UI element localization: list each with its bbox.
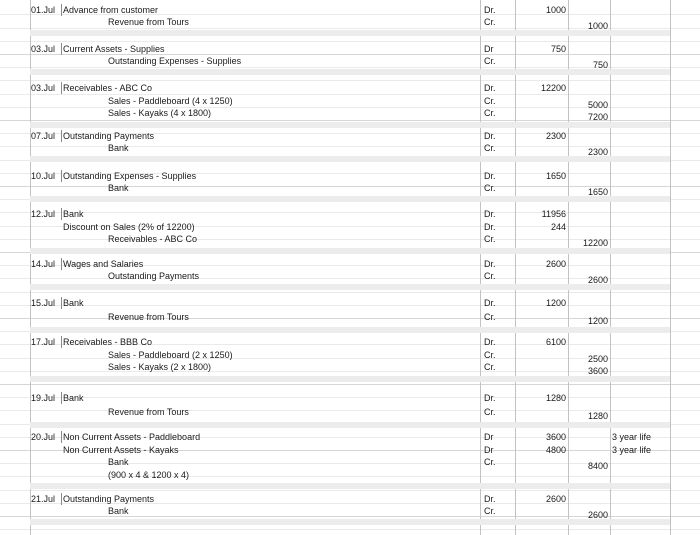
debit-amount: [520, 233, 566, 245]
entry-date: 19.Jul: [31, 392, 62, 404]
debit-amount: 11956: [541, 209, 566, 219]
credit-amount: 12200: [582, 238, 608, 248]
grid-column-line: [670, 0, 671, 535]
debit-amount: [520, 361, 566, 373]
debit-amount: [520, 107, 566, 119]
entry-date: 20.Jul: [31, 431, 62, 443]
credit-amount: 1650: [587, 187, 608, 197]
account-name: Outstanding Payments: [108, 271, 200, 281]
account-name: Revenue from Tours: [108, 407, 189, 417]
credit-amount: [570, 431, 608, 443]
entry-date: 12.Jul: [31, 208, 62, 220]
credit-amount: [570, 208, 608, 220]
debit-amount: [520, 16, 566, 28]
credit-amount: [570, 221, 608, 233]
account-name: Receivables - BBB Co: [63, 337, 153, 347]
dr-cr-indicator: Dr.: [484, 221, 496, 232]
dr-cr-indicator: Cr.: [484, 108, 496, 118]
dr-cr-indicator: Cr.: [484, 506, 496, 516]
entry-date: 01.Jul: [31, 4, 62, 16]
entry-date: 07.Jul: [31, 130, 62, 142]
account-name: Non Current Assets - Paddleboard: [63, 432, 201, 442]
credit-amount: 2500: [587, 353, 608, 364]
dr-cr-indicator: Dr.: [484, 337, 496, 347]
account-name: Sales - Kayaks (2 x 1800): [108, 362, 212, 372]
account-name: Outstanding Payments: [63, 494, 155, 504]
dr-cr-indicator: Dr.: [484, 298, 496, 308]
credit-amount: 2600: [587, 275, 608, 285]
dr-cr-indicator: Dr.: [484, 209, 496, 219]
grid-column-line: [480, 0, 481, 535]
account-name: Revenue from Tours: [108, 17, 189, 27]
debit-amount: 750: [550, 44, 566, 54]
debit-amount: [520, 456, 566, 468]
dr-cr-indicator: Dr.: [484, 5, 496, 15]
dr-cr-indicator: [484, 469, 514, 481]
entry-date: 21.Jul: [31, 493, 62, 505]
dr-cr-indicator: Dr.: [484, 259, 496, 269]
debit-amount: [520, 142, 566, 154]
account-name: Current Assets - Supplies: [63, 44, 165, 54]
debit-amount: [520, 406, 566, 418]
dr-cr-indicator: Dr.: [484, 131, 496, 141]
credit-amount: 7200: [587, 112, 608, 122]
entry-date: 03.Jul: [31, 82, 62, 94]
account-name: Bank: [63, 298, 84, 308]
entry-separator: [30, 483, 670, 489]
debit-amount: [520, 469, 566, 481]
dr-cr-indicator: Cr.: [484, 17, 496, 27]
credit-amount: [570, 493, 608, 505]
dr-cr-indicator: Cr.: [484, 143, 496, 153]
credit-amount: 5000: [587, 99, 608, 110]
credit-amount: 1280: [587, 411, 608, 421]
account-name: Bank: [63, 209, 84, 219]
debit-amount: 1280: [545, 393, 566, 403]
credit-amount: 3600: [587, 366, 608, 376]
debit-amount: [520, 311, 566, 323]
account-name: Non Current Assets - Kayaks: [63, 444, 179, 455]
debit-amount: [520, 55, 566, 67]
credit-amount: [570, 130, 608, 142]
dr-cr-indicator: Cr.: [484, 183, 496, 193]
debit-amount: 3600: [545, 432, 566, 442]
dr-cr-indicator: Cr.: [484, 56, 496, 66]
debit-amount: 2300: [545, 131, 566, 141]
grid-column-line: [515, 0, 516, 535]
entry-note: 3 year life: [612, 444, 652, 455]
account-name: Outstanding Expenses - Supplies: [63, 171, 197, 181]
account-name: Receivables - ABC Co: [63, 83, 153, 93]
debit-amount: 1200: [545, 298, 566, 308]
credit-amount: 8400: [587, 461, 608, 471]
entry-date: 14.Jul: [31, 258, 62, 270]
account-name: (900 x 4 & 1200 x 4): [108, 469, 190, 480]
debit-amount: 4800: [545, 444, 566, 455]
dr-cr-indicator: Dr: [484, 44, 494, 54]
credit-amount: 750: [592, 60, 608, 70]
account-name: Bank: [108, 183, 129, 193]
dr-cr-indicator: Dr.: [484, 393, 496, 403]
credit-amount: 1000: [587, 21, 608, 31]
debit-amount: [520, 270, 566, 282]
dr-cr-indicator: Cr.: [484, 349, 496, 360]
account-name: Bank: [63, 393, 84, 403]
credit-amount: [570, 297, 608, 309]
account-name: Bank: [108, 506, 129, 516]
debit-amount: 1000: [545, 5, 566, 15]
dr-cr-indicator: Cr.: [484, 234, 496, 244]
credit-amount: [570, 469, 608, 481]
credit-amount: [570, 258, 608, 270]
entry-separator: [30, 327, 670, 333]
account-name: Sales - Paddleboard (4 x 1250): [108, 95, 233, 106]
debit-amount: 2600: [545, 494, 566, 504]
account-name: Advance from customer: [63, 5, 159, 15]
credit-amount: 2600: [587, 510, 608, 520]
credit-amount: 1200: [587, 316, 608, 326]
account-name: Bank: [108, 143, 129, 153]
account-name: Receivables - ABC Co: [108, 234, 198, 244]
credit-amount: [570, 43, 608, 55]
grid-column-line: [568, 0, 569, 535]
account-name: Sales - Paddleboard (2 x 1250): [108, 349, 233, 360]
credit-amount: [570, 444, 608, 456]
dr-cr-indicator: Cr.: [484, 407, 496, 417]
credit-amount: [570, 170, 608, 182]
account-name: Discount on Sales (2% of 12200): [63, 221, 195, 232]
credit-amount: [570, 336, 608, 348]
account-name: Outstanding Payments: [63, 131, 155, 141]
debit-amount: 1650: [545, 171, 566, 181]
debit-amount: [520, 182, 566, 194]
account-name: Revenue from Tours: [108, 312, 189, 322]
entry-date: 15.Jul: [31, 297, 62, 309]
entry-date: 10.Jul: [31, 170, 62, 182]
dr-cr-indicator: Cr.: [484, 457, 496, 467]
grid-column-line: [610, 0, 611, 535]
credit-amount: [570, 4, 608, 16]
dr-cr-indicator: Cr.: [484, 362, 496, 372]
account-name: Bank: [108, 457, 129, 467]
dr-cr-indicator: Cr.: [484, 312, 496, 322]
dr-cr-indicator: Cr.: [484, 95, 496, 106]
entry-separator: [30, 422, 670, 428]
credit-amount: 2300: [587, 147, 608, 157]
debit-amount: 6100: [545, 337, 566, 347]
entry-note: 3 year life: [612, 432, 652, 442]
entry-date: 17.Jul: [31, 336, 62, 348]
entry-date: 03.Jul: [31, 43, 62, 55]
debit-amount: [520, 349, 566, 361]
account-name: Outstanding Expenses - Supplies: [108, 56, 242, 66]
dr-cr-indicator: Dr.: [484, 83, 496, 93]
dr-cr-indicator: Dr.: [484, 494, 496, 504]
dr-cr-indicator: Dr: [484, 444, 494, 455]
credit-amount: [570, 392, 608, 404]
credit-amount: [570, 82, 608, 94]
debit-amount: 2600: [545, 259, 566, 269]
dr-cr-indicator: Cr.: [484, 271, 496, 281]
account-name: Sales - Kayaks (4 x 1800): [108, 108, 212, 118]
dr-cr-indicator: Dr: [484, 432, 494, 442]
debit-amount: 12200: [540, 83, 566, 93]
account-name: Wages and Salaries: [63, 259, 144, 269]
dr-cr-indicator: Dr.: [484, 171, 496, 181]
debit-amount: [520, 505, 566, 517]
debit-amount: 244: [550, 221, 566, 232]
debit-amount: [520, 95, 566, 107]
